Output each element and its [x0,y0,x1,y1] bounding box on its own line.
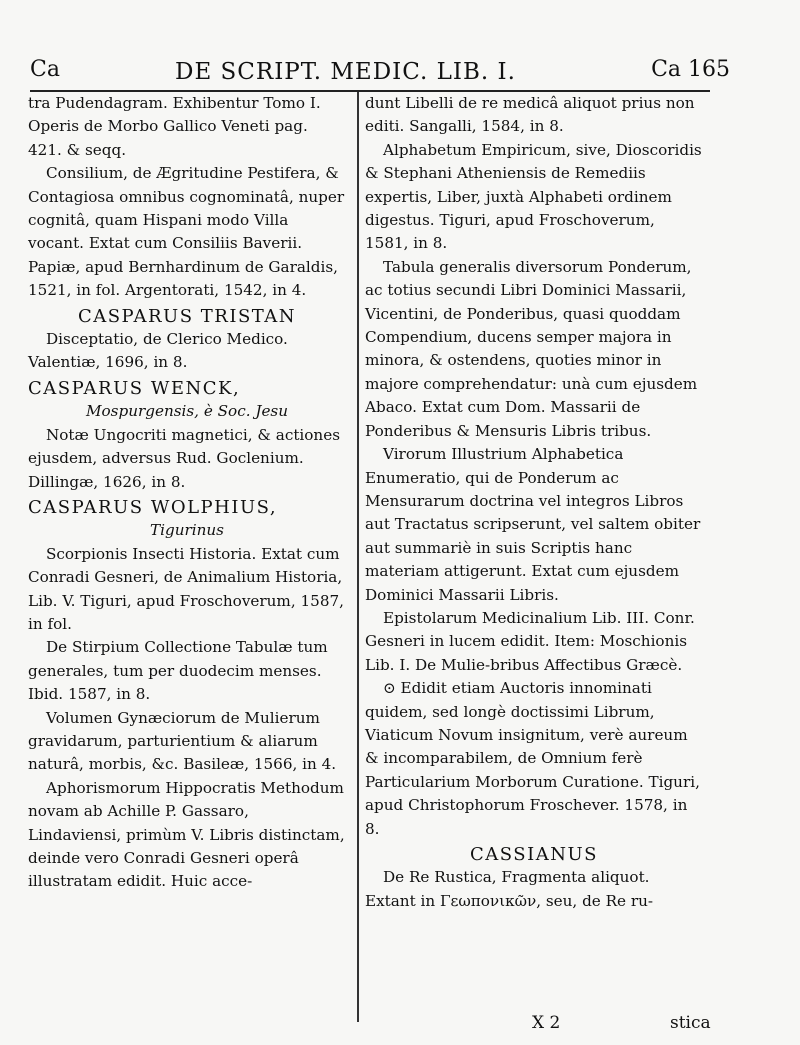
entry-paragraph: Disceptatio, de Clerico Medico. Valentiæ, 1696, in 8. [28,330,288,372]
left-column [28,92,346,894]
entry-paragraph: De Re Rustica, Fragmenta aliquot. Extant in Γεωπονικῶν, seu, de Re ru- [365,868,654,910]
author-heading: CASPARUS WOLPHIUS, [28,496,278,518]
signature-mark: X 2 [532,1013,561,1033]
entry-paragraph: dunt Libelli de re medicâ aliquot prius non editi. Sangalli, 1584, in 8. [365,94,695,136]
author-heading: CASPARUS WENCK, [28,377,241,399]
header-right-catchword: Ca 165 [651,57,730,82]
entry-paragraph: Epistolarum Medicinalium Lib. III. Conr. Gesneri in lucem edidit. Item: Moschionis Lib. I. De Mulie-bribus Affectibus Græcè. [365,608,695,674]
entry-paragraph: ⊙ Edidit etiam Auctoris innominati quidem, sed longè doctissimi Librum, Viaticum Novum insignitum, verè aureum & incomparabilem, de Omnium ferè Particularium Morborum Curatione. Tiguri, apud Christophorum Froschever. 1578, in 8. [365,679,700,838]
catchword: stica [670,1013,711,1033]
entry-paragraph: Alphabetum Empiricum, sive, Dioscoridis & Stephani Atheniensis de Remediis expertis, Liber, juxtà Alphabeti ordinem digestus. Tiguri, apud Froschoverum, 1581, in 8. [365,140,702,253]
entry-paragraph: De Stirpium Collectione Tabulæ tum generales, tum per duodecim menses. Ibid. 1587, in 8. [28,638,328,704]
page-footer [532,1013,711,1033]
header-left-catchword: Ca [30,57,60,82]
entry-paragraph: Consilium, de Ægritudine Pestifera, & Contagiosa omnibus cognominatâ, nuper cognitâ, quam Hispani modo Villa vocant. Extat cum Consiliis Baverii. Papiæ, apud Bernhardinum de Garaldis, 1521, in fol. Argentorati, 1542, in 4. [28,164,345,300]
author-subheading: Mospurgensis, è Soc. Jesu [85,402,289,421]
right-column [365,92,703,913]
entry-paragraph: Virorum Illustrium Alphabetica Enumeratio, qui de Ponderum ac Mensurarum doctrina vel integros Libros aut Tractatus scripserunt, vel saltem obiter aut summariè in suis Scriptis hanc materiam attigerunt. Extat cum ejusdem Dominici Massarii Libris. [365,445,701,604]
running-head [30,55,730,91]
author-subheading: Tigurinus [150,521,224,540]
column-divider [357,92,359,1022]
header-title: DE SCRIPT. MEDIC. LIB. I. [175,59,516,85]
author-heading: CASSIANUS [470,844,598,865]
entry-paragraph: tra Pudendagram. Exhibentur Tomo I. Operis de Morbo Gallico Veneti pag. 421. & seqq. [28,94,321,159]
entry-paragraph: Volumen Gynæciorum de Mulierum gravidarum, parturientium & aliarum naturâ, morbis, &c. Basileæ, 1566, in 4. [28,708,337,774]
author-heading: CASPARUS TRISTAN [77,305,297,327]
entry-paragraph: Aphorismorum Hippocratis Methodum novam ab Achille P. Gassaro, Lindaviensi, primùm V. Libris distinctam, deinde vero Conradi Gesneri operâ illustratam edidit. Huic acce- [28,778,345,891]
entry-paragraph: Tabula generalis diversorum Ponderum, ac totius secundi Libri Dominici Massarii, Vicentini, de Ponderibus, quasi quoddam Compendium, ducens semper majora in minora, & ostendens, quoties minor in majore comprehendatur: unà cum ejusdem Abaco. Extat cum Dom. Massarii de Ponderibus & Mensuris Libris tribus. [365,257,698,440]
entry-paragraph: Scorpionis Insecti Historia. Extat cum Conradi Gesneri, de Animalium Historia, Lib. V. Tiguri, apud Froschoverum, 1587, in fol. [28,544,344,633]
entry-paragraph: Notæ Ungocriti magnetici, & actiones ejusdem, adversus Rud. Goclenium. Dillingæ, 1626, in 8. [28,425,340,491]
